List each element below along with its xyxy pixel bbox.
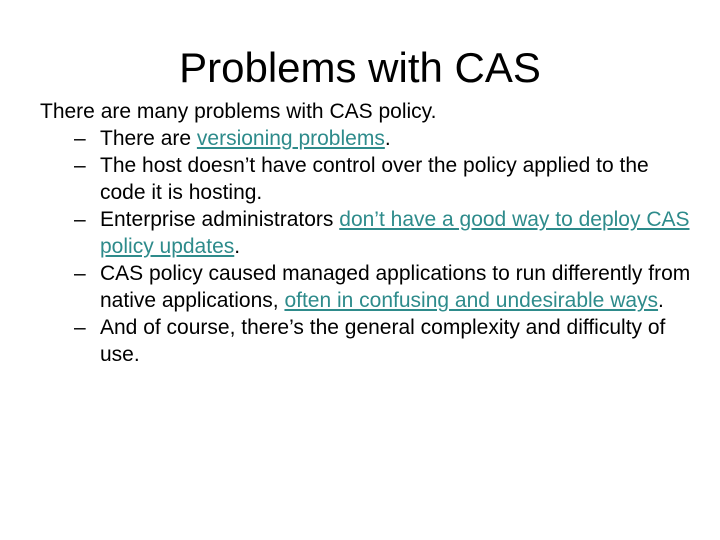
bullet-text-end: . bbox=[658, 289, 664, 312]
confusing-ways-link[interactable]: often in confusing and undesirable ways bbox=[284, 289, 659, 312]
bullet-text-end: . bbox=[234, 235, 241, 258]
bullet-text-end: . bbox=[384, 127, 391, 150]
bullet-item bbox=[40, 314, 700, 368]
slide-title: Problems with CAS bbox=[179, 44, 541, 91]
dash-marker: – bbox=[74, 154, 86, 177]
dash-marker: – bbox=[74, 127, 86, 150]
bullet-text: And of course, there’s the general complexity and difficulty of use. bbox=[100, 316, 666, 366]
bullet-text: There are bbox=[100, 127, 197, 150]
bullet-item bbox=[40, 260, 700, 314]
dash-marker: – bbox=[74, 208, 86, 231]
versioning-problems-link[interactable]: versioning problems bbox=[196, 127, 385, 150]
bullet-text: The host doesn’t have control over the policy applied to the code it is hosting. bbox=[100, 154, 649, 204]
slide-body bbox=[40, 98, 700, 368]
dash-marker: – bbox=[74, 262, 86, 285]
bullet-text: Enterprise administrators bbox=[100, 208, 340, 231]
bullet-list bbox=[40, 125, 700, 368]
deploy-policy-updates-link[interactable]: don’t have a good way to deploy CAS policy updates bbox=[100, 208, 690, 258]
bullet-item bbox=[40, 206, 700, 260]
dash-marker: – bbox=[74, 316, 86, 339]
bullet-item bbox=[40, 152, 700, 206]
bullet-text: CAS policy caused managed applications to run differently from native applications, bbox=[100, 262, 691, 312]
intro-text: There are many problems with CAS policy. bbox=[40, 100, 437, 123]
bullet-item bbox=[40, 125, 700, 152]
